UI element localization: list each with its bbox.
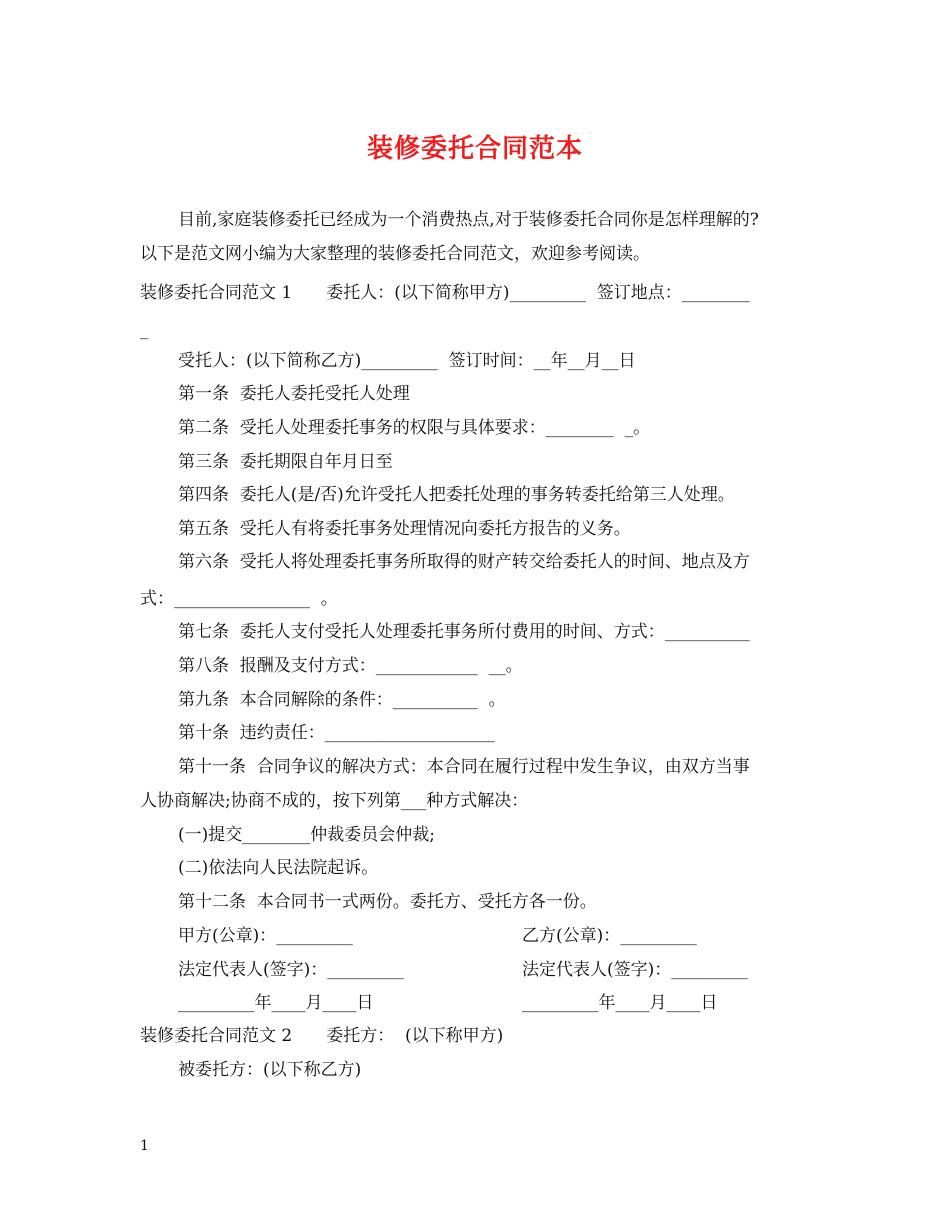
page-number: 1	[140, 1138, 149, 1154]
intro-line-2: 以下是范文网小编为大家整理的装修委托合同范文，欢迎参考阅读。	[140, 244, 650, 264]
party-b-seal: 乙方(公章)：_________	[522, 926, 697, 946]
article-11: 第十一条 合同争议的解决方式：本合同在履行过程中发生争议，由双方当事	[178, 757, 750, 777]
document-title: 装修委托合同范本	[366, 134, 583, 164]
article-1: 第一条 委托人委托受托人处理	[178, 384, 410, 404]
article-12: 第十二条 本合同书一式两份。委托方、受托方各一份。	[178, 892, 597, 912]
intro-line-1: 目前,家庭装修委托已经成为一个消费热点,对于装修委托合同你是怎样理解的?	[178, 210, 759, 230]
article-2: 第二条 受托人处理委托事务的权限与具体要求：________ _。	[178, 418, 651, 438]
option-1: (一)提交________仲裁委员会仲裁;	[178, 825, 435, 845]
article-6: 第六条 受托人将处理委托事务所取得的财产转交给委托人的时间、地点及方	[178, 552, 750, 572]
sample1-header-tail: _	[140, 320, 149, 340]
article-3: 第三条 委托期限自年月日至	[178, 452, 393, 472]
party-b-date: _________年____月____日	[522, 993, 718, 1013]
party-a-seal: 甲方(公章)：_________	[178, 926, 353, 946]
sample1-header: 装修委托合同范文 1 委托人：(以下简称甲方)_________ 签订地点：________	[140, 283, 750, 303]
article-7: 第七条 委托人支付受托人处理委托事务所付费用的时间、方式：__________	[178, 622, 750, 642]
party-a-date: _________年____月____日	[178, 993, 374, 1013]
party-b-representative: 法定代表人(签字)：_________	[522, 960, 748, 980]
article-9: 第九条 本合同解除的条件：__________ 。	[178, 690, 506, 710]
sample2-party-b: 被委托方：(以下称乙方)	[178, 1060, 362, 1080]
option-2: (二)依法向人民法院起诉。	[178, 858, 379, 878]
party-a-representative: 法定代表人(签字)：_________	[178, 960, 404, 980]
sample2-header: 装修委托合同范文 2 委托方： (以下称甲方)	[140, 1026, 504, 1046]
article-8: 第八条 报酬及支付方式：____________ __。	[178, 656, 523, 676]
article-10: 第十条 违约责任：____________________	[178, 723, 495, 743]
trustee-line: 受托人：(以下简称乙方)_________ 签订时间：__年__月__日	[178, 351, 636, 371]
article-11-tail: 人协商解决;协商不成的，按下列第___种方式解决：	[140, 791, 529, 811]
article-6-tail: 式：________________ 。	[140, 589, 338, 609]
article-4: 第四条 委托人(是/否)允许受托人把委托处理的事务转委托给第三人处理。	[178, 485, 735, 505]
article-5: 第五条 受托人有将委托事务处理情况向委托方报告的义务。	[178, 519, 631, 539]
